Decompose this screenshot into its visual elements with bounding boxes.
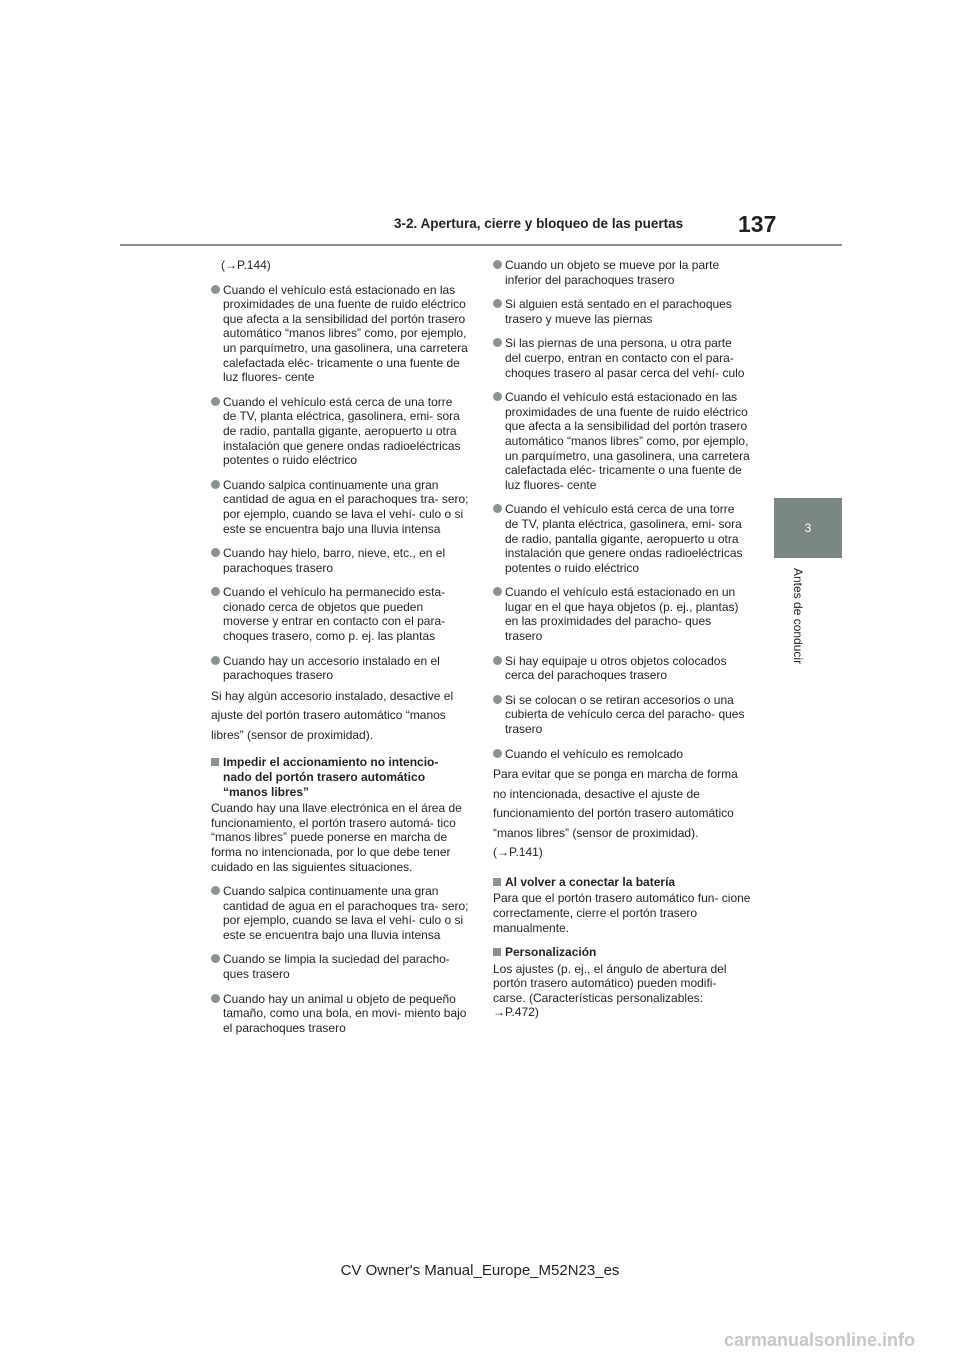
bullet-list (211, 884, 469, 1035)
left-column (211, 258, 469, 1045)
chapter-tab[interactable] (774, 498, 842, 558)
bullet-list (493, 258, 751, 761)
page-reference: (→P.141) (493, 845, 543, 860)
bullet-text: Cuando el vehículo está estacionado en las proximidades de una fuente de ruido eléctrico que afecta a la sensibilidad del portón trasero automático “manos libres” como, por ejemplo, un parquímetro, una gasolinera, una carretera calefactada eléc- tricamente o una fuente de luz fluores- cente (223, 282, 468, 385)
subsection-heading (211, 755, 469, 799)
bullet-text: Si hay equipaje u otros objetos colocados cerca del parachoques trasero (505, 653, 727, 683)
page-number: 137 (738, 211, 777, 237)
bullet-text: Si alguien está sentado en el parachoques trasero y mueve las piernas (505, 297, 732, 326)
bullet-icon (211, 656, 220, 665)
list-item (493, 502, 751, 575)
bullet-icon (211, 285, 220, 294)
bullet-icon (493, 656, 502, 665)
square-bullet-icon (493, 878, 501, 886)
list-item (211, 585, 469, 643)
list-item (493, 336, 751, 380)
bullet-icon (211, 954, 220, 963)
chapter-label: Antes de conducir (791, 568, 805, 665)
bullet-text: Si las piernas de una persona, u otra parte del cuerpo, entran en contacto con el para- choques trasero al pasar cerca del vehí- culo (505, 336, 745, 380)
bullet-text: Cuando el vehículo es remolcado (505, 746, 684, 761)
bullet-text: Cuando el vehículo está estacionado en las proximidades de una fuente de ruido eléctrico que afecta a la sensibilidad del portón trasero automático “manos libres” como, por ejemplo, un parquímetro, una gasolinera, una carretera calefactada eléc- tricamente o una fuente de luz fluores- cente (505, 390, 750, 492)
heading-text: Al volver a conectar la batería (505, 874, 676, 889)
bullet-text: Cuando el vehículo ha permanecido esta- cionado cerca de objetos que pueden moverse y entrar en contacto con el para- choques trasero, como p. ej. las plantas (223, 585, 446, 644)
paragraph: Los ajustes (p. ej., el ángulo de abertura del portón trasero automático) pueden modifi- carse. (Características personalizables: →P.472) (493, 961, 727, 1020)
paragraph: Si hay algún accesorio instalado, desactive el ajuste del portón trasero automático “manos libres” (sensor de proximidad). (211, 688, 454, 742)
bullet-text: Cuando se limpia la suciedad del paracho- ques trasero (223, 952, 450, 982)
list-item (211, 884, 469, 942)
bullet-icon (493, 299, 502, 308)
subsection-heading (493, 945, 751, 960)
bullet-text: Cuando el vehículo está estacionado en un lugar en el que haya objetos (p. ej., plantas) en las proximidades del paracho- ques trasero (505, 585, 739, 644)
heading-text: Personalización (505, 945, 597, 960)
bullet-list (211, 283, 469, 683)
list-item (211, 283, 469, 385)
right-column (493, 258, 751, 1030)
list-item (211, 395, 469, 468)
bullet-icon (493, 260, 502, 269)
chapter-number: 3 (804, 521, 812, 535)
list-item (211, 546, 469, 575)
list-item (493, 585, 751, 643)
section-title: 3-2. Apertura, cierre y bloqueo de las puertas (394, 216, 684, 231)
bullet-text: Cuando hay hielo, barro, nieve, etc., en el parachoques trasero (223, 546, 446, 575)
bullet-text: Cuando salpica continuamente una gran cantidad de agua en el parachoques tra- sero; por ejemplo, cuando se lava el vehí- culo o si este se encuentra bajo una lluvia intensa (223, 477, 469, 536)
bullet-icon (211, 886, 220, 895)
bullet-text: Cuando el vehículo está cerca de una torre de TV, planta eléctrica, gasolinera, emi- sora de radio, pantalla gigante, aeropuerto u otra instalación que genere ondas radioeléctricas potentes o ruido eléctrico (223, 394, 461, 468)
list-item (211, 478, 469, 536)
header-divider (120, 244, 842, 246)
list-item (211, 952, 469, 981)
bullet-text: Cuando el vehículo está cerca de una torre de TV, planta eléctrica, gasolinera, emi- sora de radio, pantalla gigante, aeropuerto u otra instalación que genere ondas radioeléctricas potentes o ruido eléctrico (505, 502, 743, 575)
heading-text: Impedir el accionamiento no intencio- nado del portón trasero automático “manos libres” (223, 755, 439, 799)
square-bullet-icon (211, 758, 219, 766)
paragraph: Para evitar que se ponga en marcha de forma no intencionada, desactive el ajuste de funcionamiento del portón trasero automático “manos libres” (sensor de proximidad). (493, 767, 738, 840)
subsection-heading (493, 875, 751, 890)
bullet-icon (211, 587, 220, 596)
list-item (493, 654, 751, 683)
page-reference: (→P.144) (221, 258, 271, 272)
bullet-icon (493, 587, 502, 596)
bullet-icon (211, 548, 220, 557)
bullet-icon (493, 392, 502, 401)
list-item (493, 297, 751, 326)
bullet-icon (493, 504, 502, 513)
bullet-text: Cuando hay un animal u objeto de pequeño tamaño, como una bola, en movi- miento bajo el parachoques trasero (223, 991, 467, 1035)
bullet-icon (211, 480, 220, 489)
list-item (493, 390, 751, 492)
bullet-icon (493, 749, 502, 758)
list-item (493, 747, 751, 762)
list-item (211, 992, 469, 1036)
bullet-icon (211, 994, 220, 1003)
bullet-text: Cuando salpica continuamente una gran cantidad de agua en el parachoques tra- sero; por ejemplo, cuando se lava el vehí- culo o si este se encuentra bajo una lluvia intensa (223, 884, 469, 942)
list-item (493, 258, 751, 287)
bullet-text: Cuando hay un accesorio instalado en el parachoques trasero (223, 653, 440, 683)
bullet-text: Si se colocan o se retiran accesorios o una cubierta de vehículo cerca del paracho- ques trasero (505, 692, 745, 737)
list-item (493, 693, 751, 737)
bullet-icon (493, 338, 502, 347)
paragraph: Para que el portón trasero automático fun- cione correctamente, cierre el portón trasero manualmente. (493, 891, 751, 935)
square-bullet-icon (493, 948, 501, 956)
paragraph: Cuando hay una llave electrónica en el área de funcionamiento, el portón trasero automá- tico “manos libres” puede ponerse en marcha de forma no intencionada, por lo que debe tener cuidado en las siguientes situaciones. (211, 801, 462, 874)
footer-manual-name: CV Owner's Manual_Europe_M52N23_es (340, 1262, 620, 1279)
bullet-icon (211, 397, 220, 406)
bullet-text: Cuando un objeto se mueve por la parte inferior del parachoques trasero (505, 258, 720, 287)
list-item (211, 654, 469, 683)
watermark: carmanualsonline.info (724, 1330, 916, 1350)
bullet-icon (493, 695, 502, 704)
